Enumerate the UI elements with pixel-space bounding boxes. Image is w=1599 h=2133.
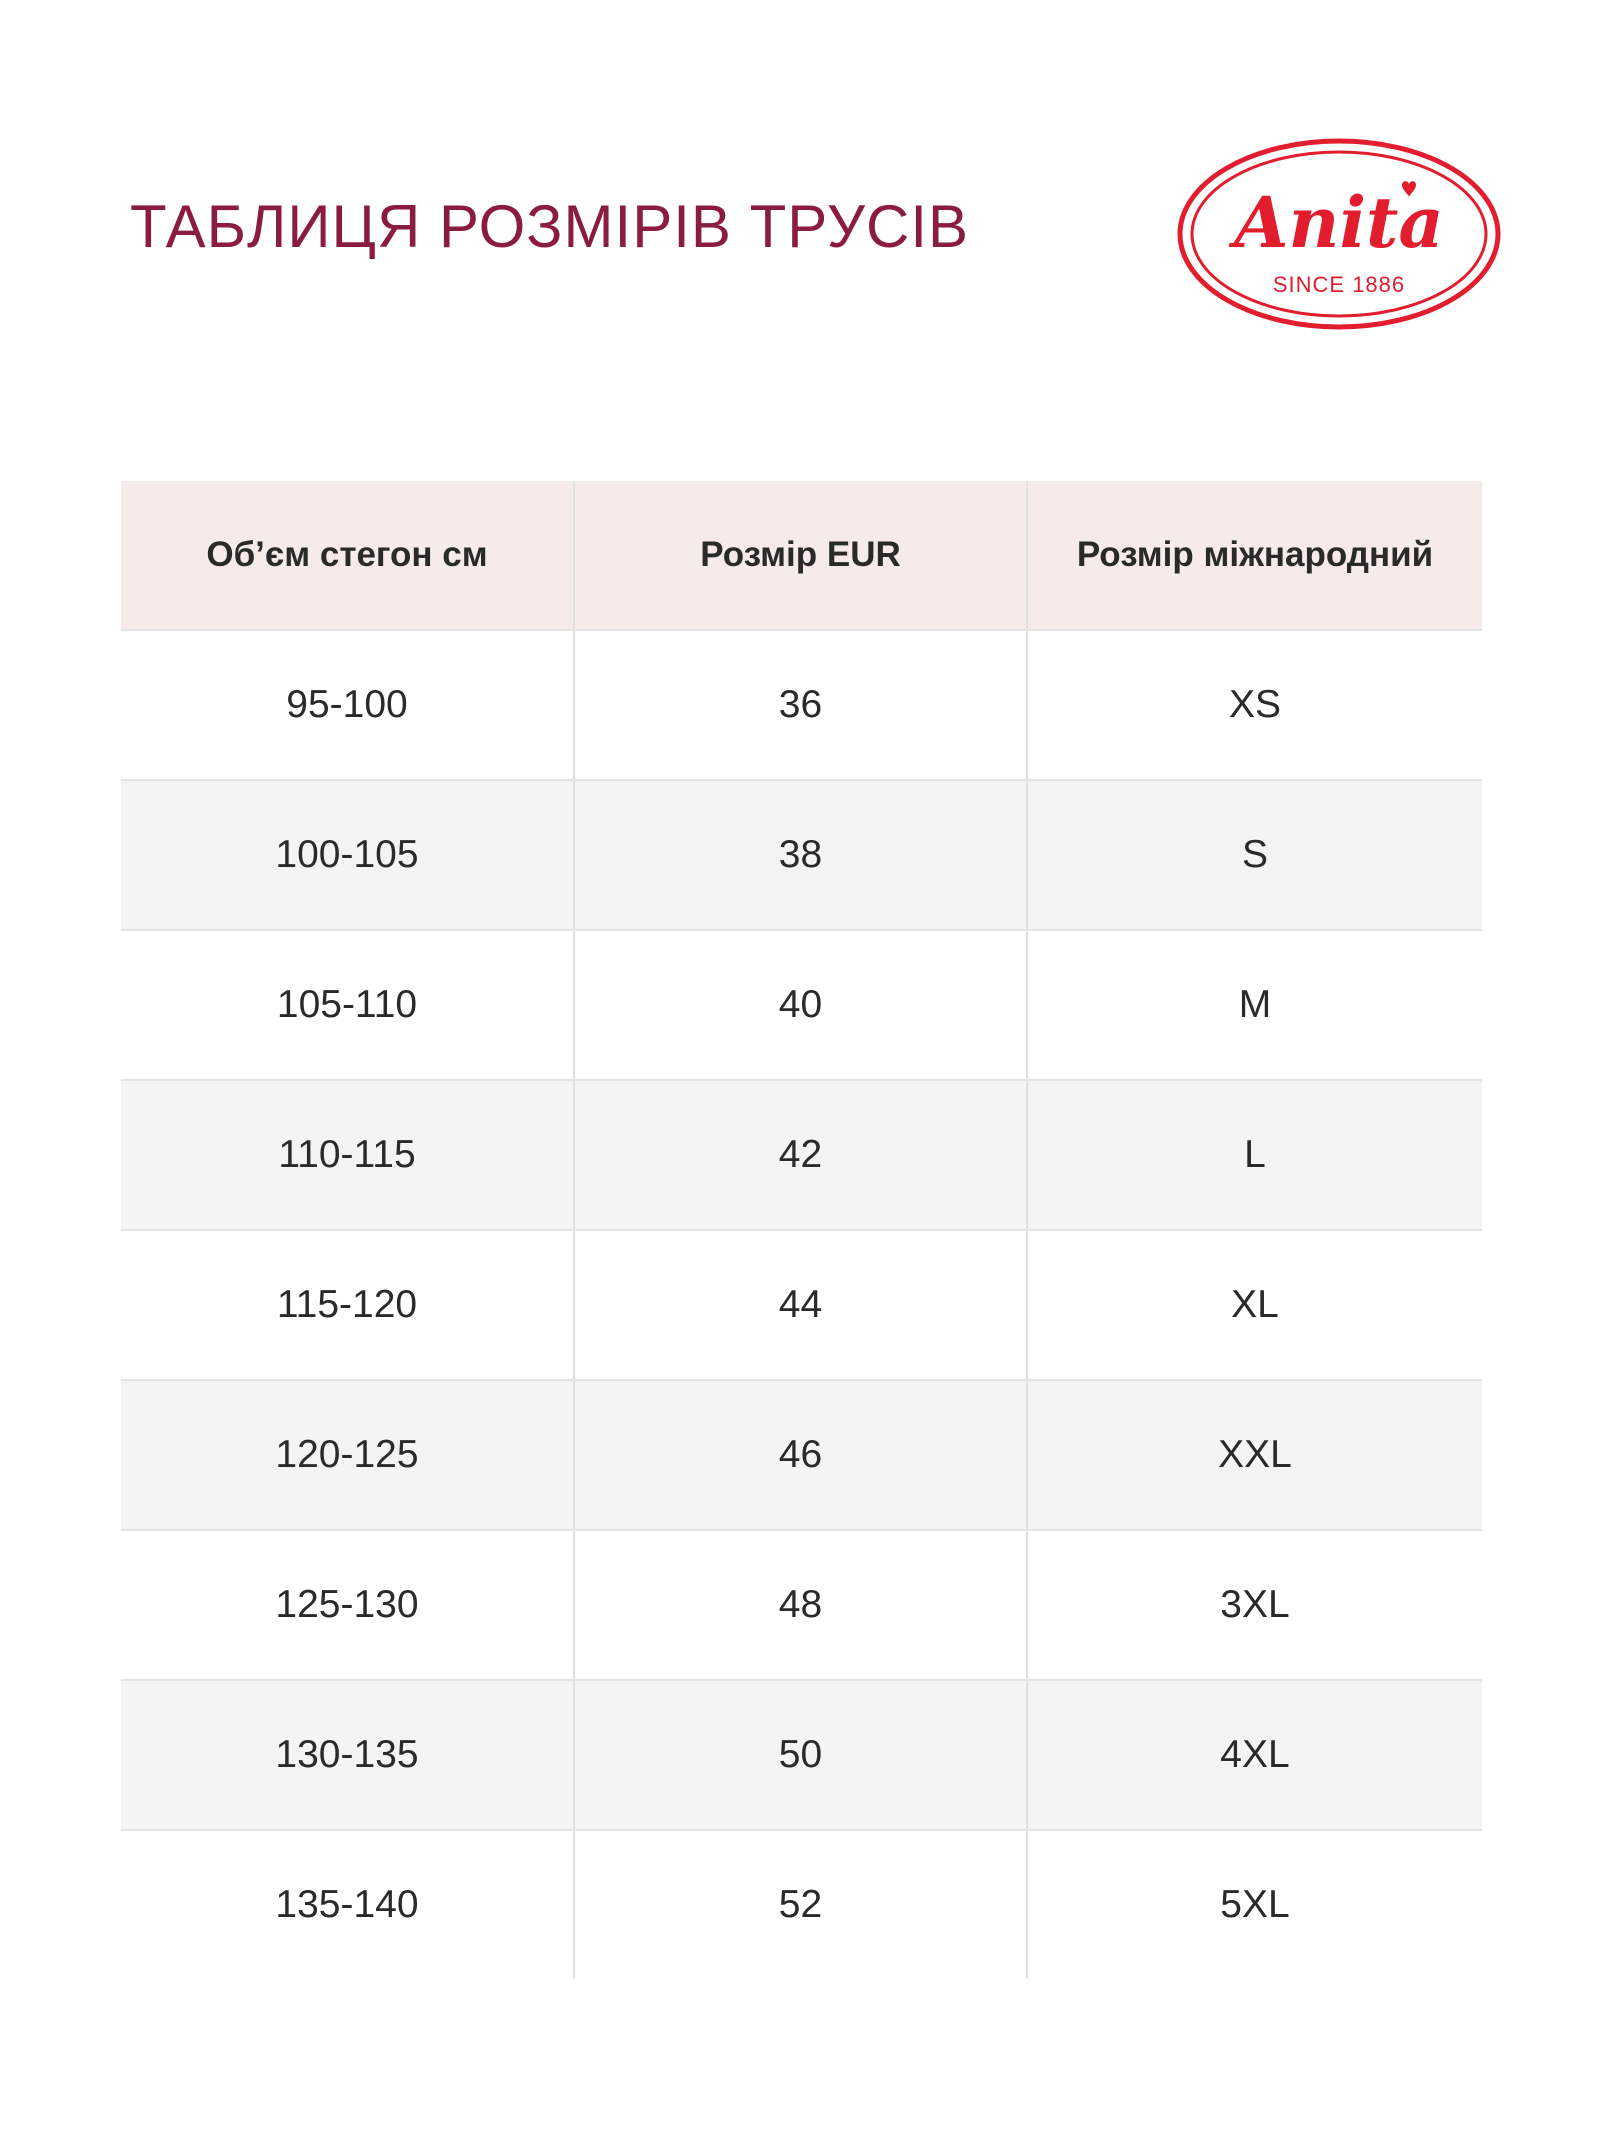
cell-intl-size: 4XL: [1027, 1680, 1482, 1830]
header-size-international: Розмір міжнародний: [1027, 481, 1482, 630]
cell-hip-range: 130-135: [121, 1680, 574, 1830]
cell-hip-range: 125-130: [121, 1530, 574, 1680]
cell-eur-size: 36: [574, 630, 1027, 780]
cell-intl-size: 5XL: [1027, 1830, 1482, 1979]
cell-eur-size: 42: [574, 1080, 1027, 1230]
table-row: [121, 630, 1482, 780]
cell-eur-size: 38: [574, 780, 1027, 930]
table-row: [121, 930, 1482, 1080]
cell-hip-range: 110-115: [121, 1080, 574, 1230]
cell-intl-size: M: [1027, 930, 1482, 1080]
table-row: [121, 1530, 1482, 1680]
cell-intl-size: L: [1027, 1080, 1482, 1230]
table-row: [121, 1830, 1482, 1979]
cell-eur-size: 44: [574, 1230, 1027, 1380]
cell-hip-range: 135-140: [275, 1883, 419, 1926]
size-table: [121, 481, 1482, 1979]
anita-logo: [1176, 137, 1502, 331]
cell-hip-range: 120-125: [121, 1380, 574, 1530]
table-row: [121, 1230, 1482, 1380]
cell-intl-size: XXL: [1027, 1380, 1482, 1530]
cell-eur-size: 52: [574, 1830, 1027, 1979]
cell-hip-range: 95-100: [121, 630, 574, 780]
cell-intl-size: XL: [1027, 1230, 1482, 1380]
cell-hip-range: 105-110: [121, 930, 574, 1080]
table-row: [121, 780, 1482, 930]
cell-eur-size: 46: [574, 1380, 1027, 1530]
table-row: [121, 1680, 1482, 1830]
page-title: ТАБЛИЦЯ РОЗМІРІВ ТРУСІВ: [130, 193, 970, 260]
header-hip-circumference: Об’єм стегон см: [121, 481, 574, 630]
table-header-row: [121, 481, 1482, 630]
cell-hip-range: 115-120: [121, 1230, 574, 1380]
cell-eur-size: 50: [574, 1680, 1027, 1830]
table-row: [121, 1380, 1482, 1530]
cell-intl-size: S: [1027, 780, 1482, 930]
cell-intl-size: 3XL: [1027, 1530, 1482, 1680]
cell-intl-size: XS: [1027, 630, 1482, 780]
header-size-eur: Розмір EUR: [574, 481, 1027, 630]
cell-eur-size: 48: [574, 1530, 1027, 1680]
svg-text:Anita: Anita: [1234, 181, 1444, 264]
table-row: [121, 1080, 1482, 1230]
cell-hip-range: 100-105: [121, 780, 574, 930]
svg-text:SINCE 1886: SINCE 1886: [1272, 272, 1406, 297]
cell-eur-size: 40: [574, 930, 1027, 1080]
